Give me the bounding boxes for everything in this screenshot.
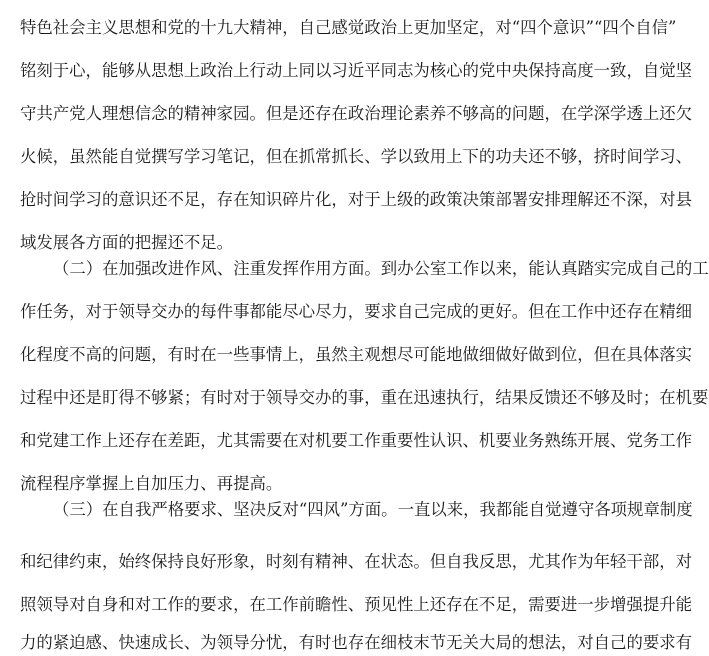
text-line: 铭刻于心，能够从思想上政治上行动上同以习近平同志为核心的党中央保持高度一致，自觉坚 [20, 61, 693, 80]
text-line: 力的紧迫感、快速成长、为领导分忧，有时也存在细枝末节无关大局的想法，对自己的要求有 [20, 633, 693, 652]
text-line: 抢时间学习的意识还不足，存在知识碎片化，对于上级的政策决策部署安排理解还不深，对县 [20, 190, 693, 209]
text-line: 作任务，对于领导交办的每件事都能尽心尽力，要求自己完成的更好。但在工作中还存在精细 [20, 302, 693, 321]
text-line: 特色社会主义思想和党的十九大精神，自己感觉政治上更加坚定，对“四个意识”“四个自信” [20, 18, 677, 37]
paragraph-heading: （二）在加强改进作风、注重发挥作用方面。到办公室工作以来，能认真踏实完成自己的工 [53, 259, 709, 278]
text-line: 和纪律约束，始终保持良好形象，时刻有精神、在状态。但自我反思，尤其作为年轻干部，对 [20, 552, 693, 571]
text-line: 流程程序掌握上自加压力、再提高。 [20, 474, 283, 493]
text-line: 火候，虽然能自觉撰写学习笔记，但在抓常抓长、学以致用上下的功夫还不够，挤时间学习、 [20, 147, 693, 166]
text-line: 照领导对自身和对工作的要求，在工作前瞻性、预见性上还存在不足，需要进一步增强提升能 [20, 595, 693, 614]
paragraph-heading: （三）在自我严格要求、坚决反对“四风”方面。一直以来，我都能自觉遵守各项规章制度 [53, 500, 693, 519]
text-line: 域发展各方面的把握还不足。 [20, 233, 234, 252]
text-line: 化程度不高的问题，有时在一些事情上，虽然主观想尽可能地做细做好做到位，但在具体落实 [20, 345, 693, 364]
text-line: 过程中还是盯得不够紧；有时对于领导交办的事，重在迅速执行，结果反馈还不够及时；在机要 [20, 388, 709, 407]
text-line: 守共产党人理想信念的精神家园。但是还存在政治理论素养不够高的问题，在学深学透上还欠 [20, 104, 693, 123]
text-line: 和党建工作上还存在差距，尤其需要在对机要工作重要性认识、机要业务熟练开展、党务工作 [20, 431, 693, 450]
